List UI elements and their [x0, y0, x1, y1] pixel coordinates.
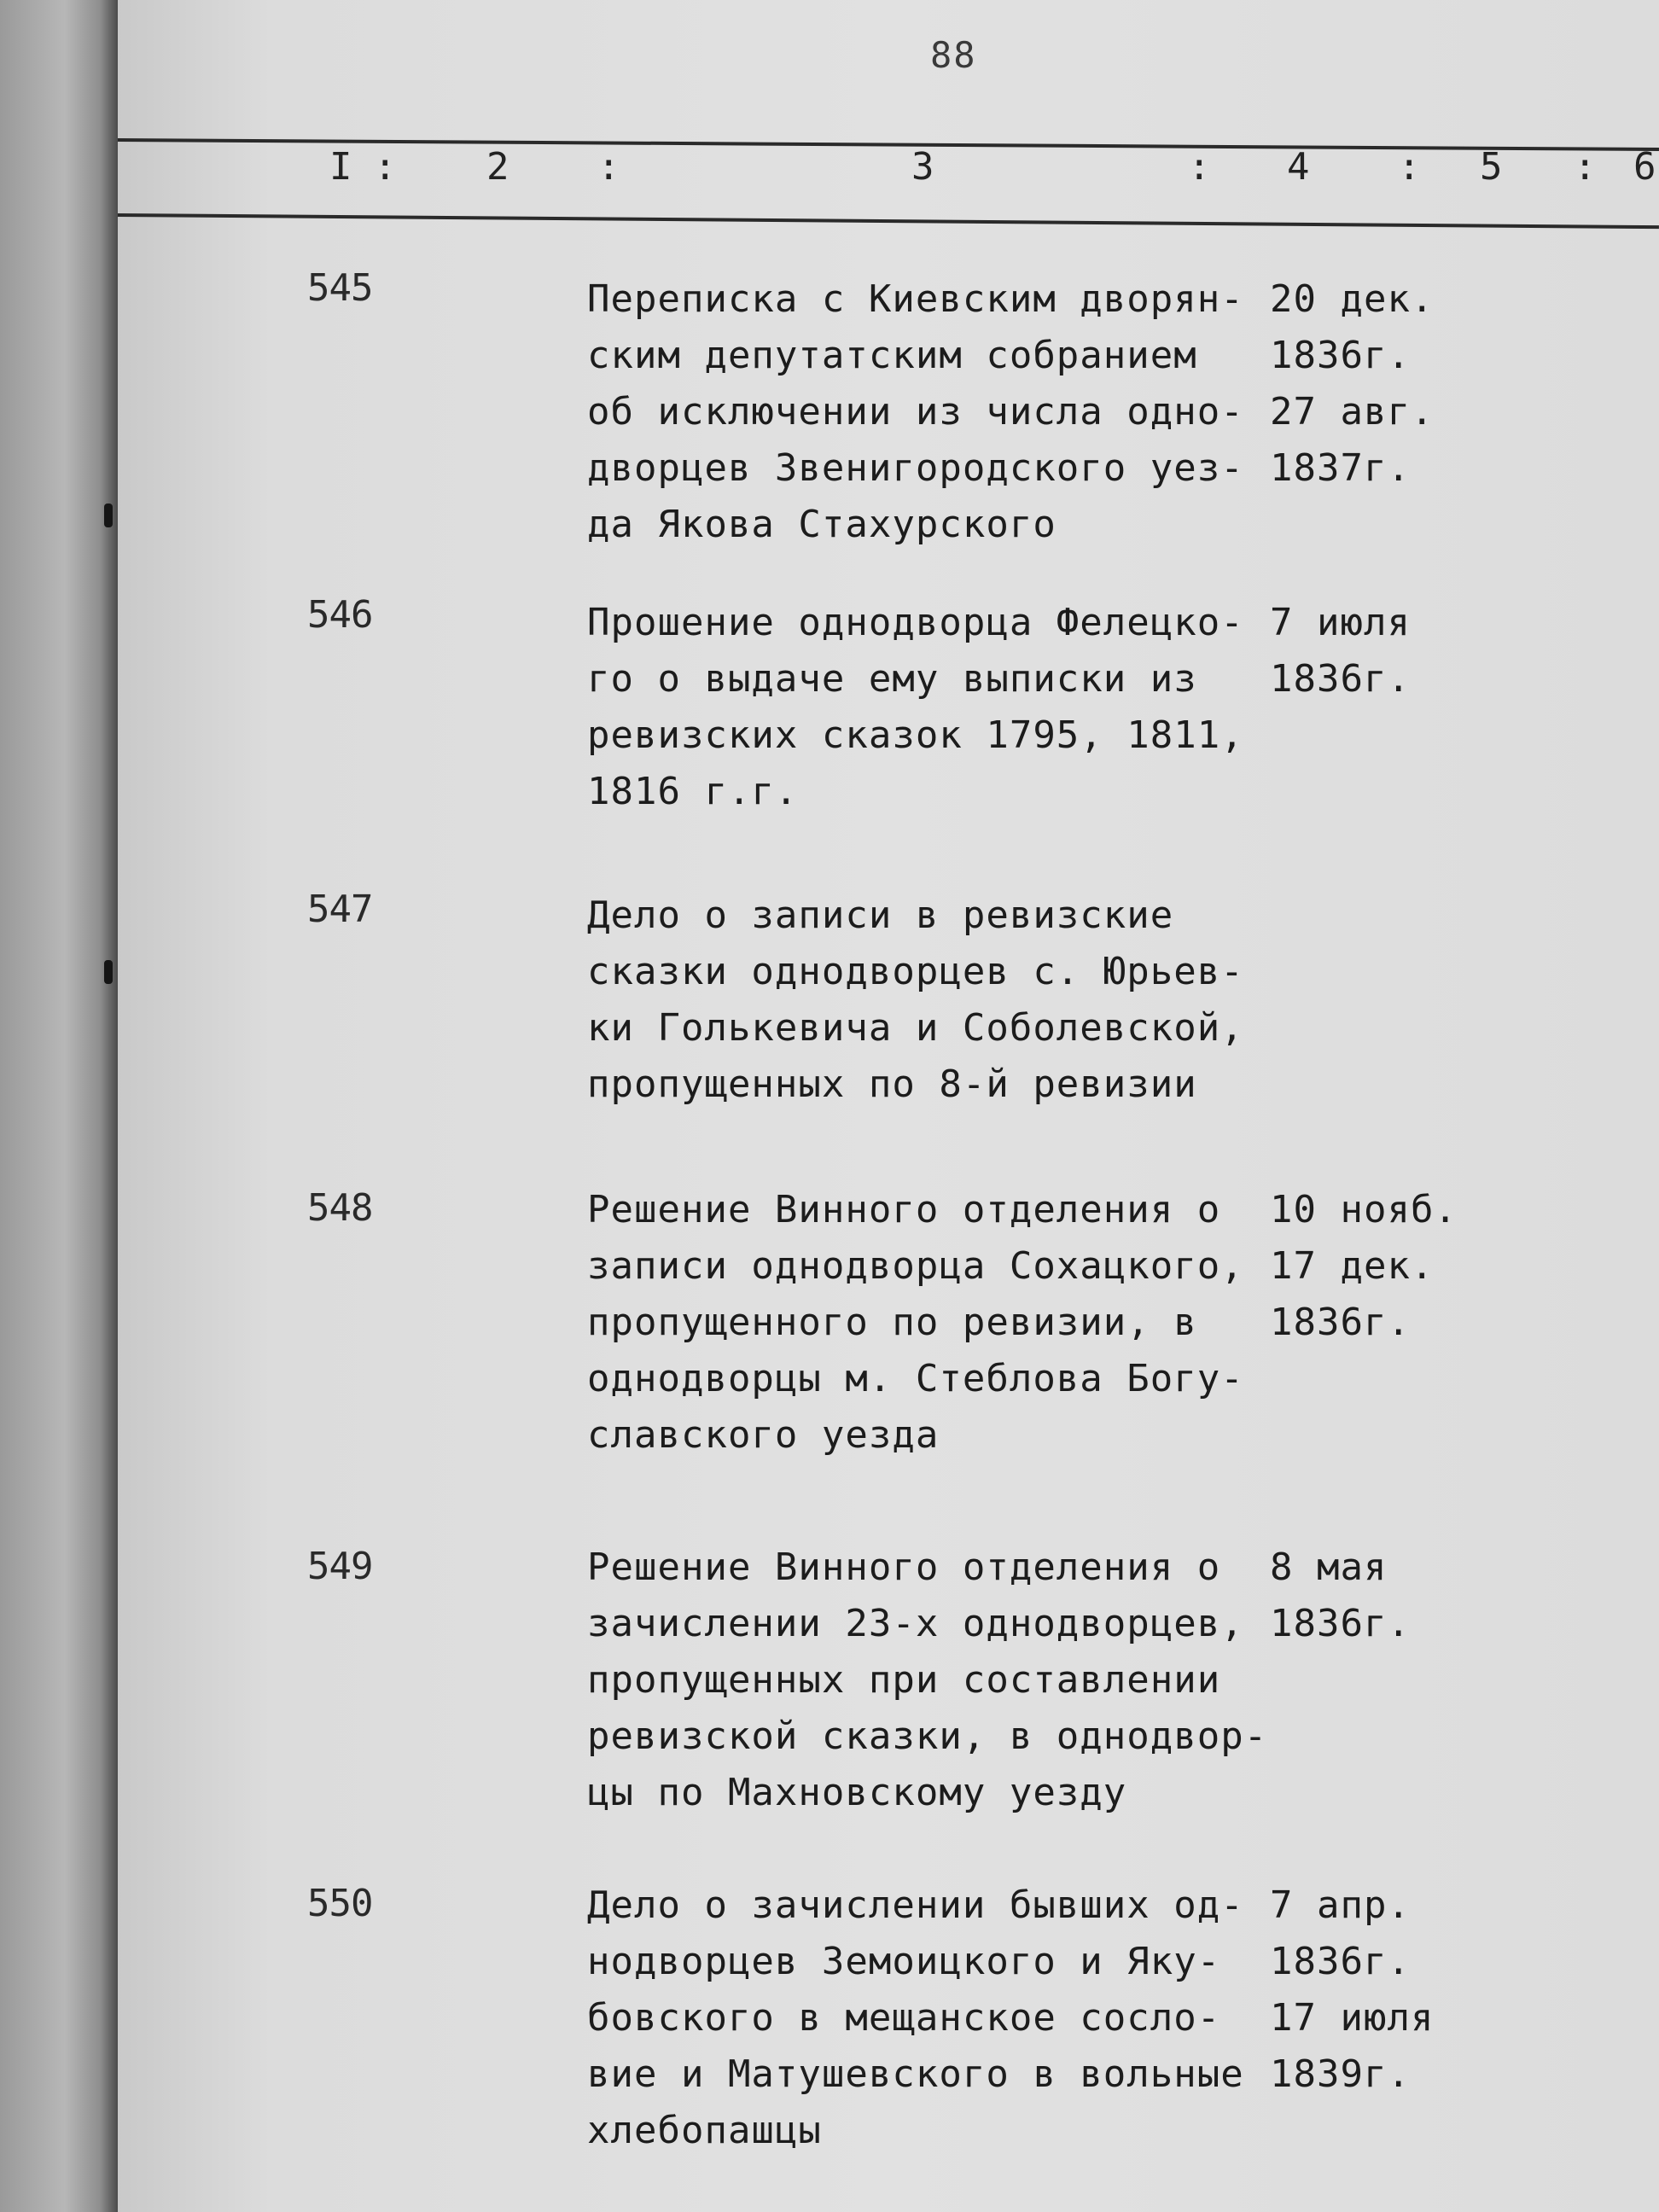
column-separator: : — [1574, 145, 1597, 189]
description-line: бовского в мещанское сосло- — [587, 1996, 1221, 2040]
page-binding — [0, 0, 118, 2212]
date-line: 1836г. — [1270, 1301, 1411, 1344]
date-line: 1836г. — [1270, 1940, 1411, 1983]
description-line: ским депутатским собранием — [587, 334, 1197, 377]
column-separator: : — [374, 145, 397, 189]
date-line: 1839г. — [1270, 2052, 1411, 2096]
column-separator: : — [1188, 145, 1211, 189]
description-line: Решение Винного отделения о — [587, 1188, 1221, 1231]
description-line: дворцев Звенигородского уез- — [587, 446, 1244, 490]
date-line: 17 дек. — [1270, 1244, 1435, 1288]
column-header-6: 6 — [1633, 145, 1656, 189]
date-line: 27 авг. — [1270, 390, 1435, 434]
entry-number: 550 — [307, 1882, 373, 1925]
description-line: ревизских сказок 1795, 1811, — [587, 713, 1244, 757]
column-header-3: 3 — [911, 145, 934, 189]
column-header-5: 5 — [1480, 145, 1503, 189]
entry-dates — [1270, 1877, 1434, 2103]
date-line: 17 июля — [1270, 1996, 1435, 2040]
header-rule-bottom — [118, 213, 1659, 229]
description-line: ревизской сказки, в однодвор- — [587, 1714, 1268, 1758]
date-line: 1837г. — [1270, 446, 1411, 490]
description-line: Переписка с Киевским дворян- — [587, 277, 1244, 321]
description-line: записи однодворца Сохацкого, — [587, 1244, 1244, 1288]
description-line: нодворцев Земоицкого и Яку- — [587, 1940, 1221, 1983]
date-line: 1836г. — [1270, 334, 1411, 377]
binding-mark — [104, 960, 113, 984]
description-line: пропущенных по 8-й ревизии — [587, 1062, 1197, 1106]
description-line: цы по Махновскому уезду — [587, 1771, 1127, 1814]
description-line: сказки однодворцев с. Юрьев- — [587, 950, 1244, 993]
description-line: вие и Матушевского в вольные — [587, 2052, 1244, 2096]
column-header-2: 2 — [486, 145, 509, 189]
entry-description — [587, 888, 1423, 1113]
description-line: пропущенных при составлении — [587, 1658, 1221, 1702]
description-line: Дело о зачислении бывших од- — [587, 1883, 1244, 1927]
description-line: го о выдаче ему выписки из — [587, 657, 1197, 701]
entry-dates — [1270, 595, 1411, 707]
description-line: однодворцы м. Стеблова Богу- — [587, 1357, 1244, 1400]
description-line: славского уезда — [587, 1413, 940, 1457]
entry-number: 545 — [307, 266, 373, 310]
description-line: Решение Винного отделения о — [587, 1545, 1221, 1589]
entry-number: 548 — [307, 1186, 373, 1230]
date-line: 8 мая — [1270, 1545, 1388, 1589]
entry-number: 546 — [307, 593, 373, 637]
column-separator: : — [1398, 145, 1421, 189]
description-line: да Якова Стахурского — [587, 503, 1057, 546]
date-line: 20 дек. — [1270, 277, 1435, 321]
column-separator: : — [597, 145, 620, 189]
description-line: пропущенного по ревизии, в — [587, 1301, 1197, 1344]
date-line: 1836г. — [1270, 657, 1411, 701]
description-line: зачислении 23-х однодворцев, — [587, 1602, 1244, 1645]
page-number: 88 — [930, 34, 977, 76]
document-page — [118, 0, 1659, 2212]
description-line: об исключении из числа одно- — [587, 390, 1244, 434]
description-line: 1816 г.г. — [587, 770, 799, 813]
date-line: 10 нояб. — [1270, 1188, 1458, 1231]
description-line: хлебопашцы — [587, 2109, 822, 2152]
column-header-1: I — [329, 145, 352, 189]
description-line: Дело о записи в ревизские — [587, 894, 1174, 937]
entry-dates — [1270, 271, 1434, 497]
entry-number: 549 — [307, 1545, 373, 1588]
date-line: 7 июля — [1270, 601, 1411, 644]
description-line: Прошение однодворца Фелецко- — [587, 601, 1244, 644]
date-line: 1836г. — [1270, 1602, 1411, 1645]
date-line: 7 апр. — [1270, 1883, 1411, 1927]
binding-mark — [104, 504, 113, 527]
description-line: ки Голькевича и Соболевской, — [587, 1006, 1244, 1050]
entry-number: 547 — [307, 888, 373, 931]
entry-dates — [1270, 1540, 1411, 1652]
column-header-4: 4 — [1287, 145, 1310, 189]
entry-dates — [1270, 1182, 1458, 1351]
